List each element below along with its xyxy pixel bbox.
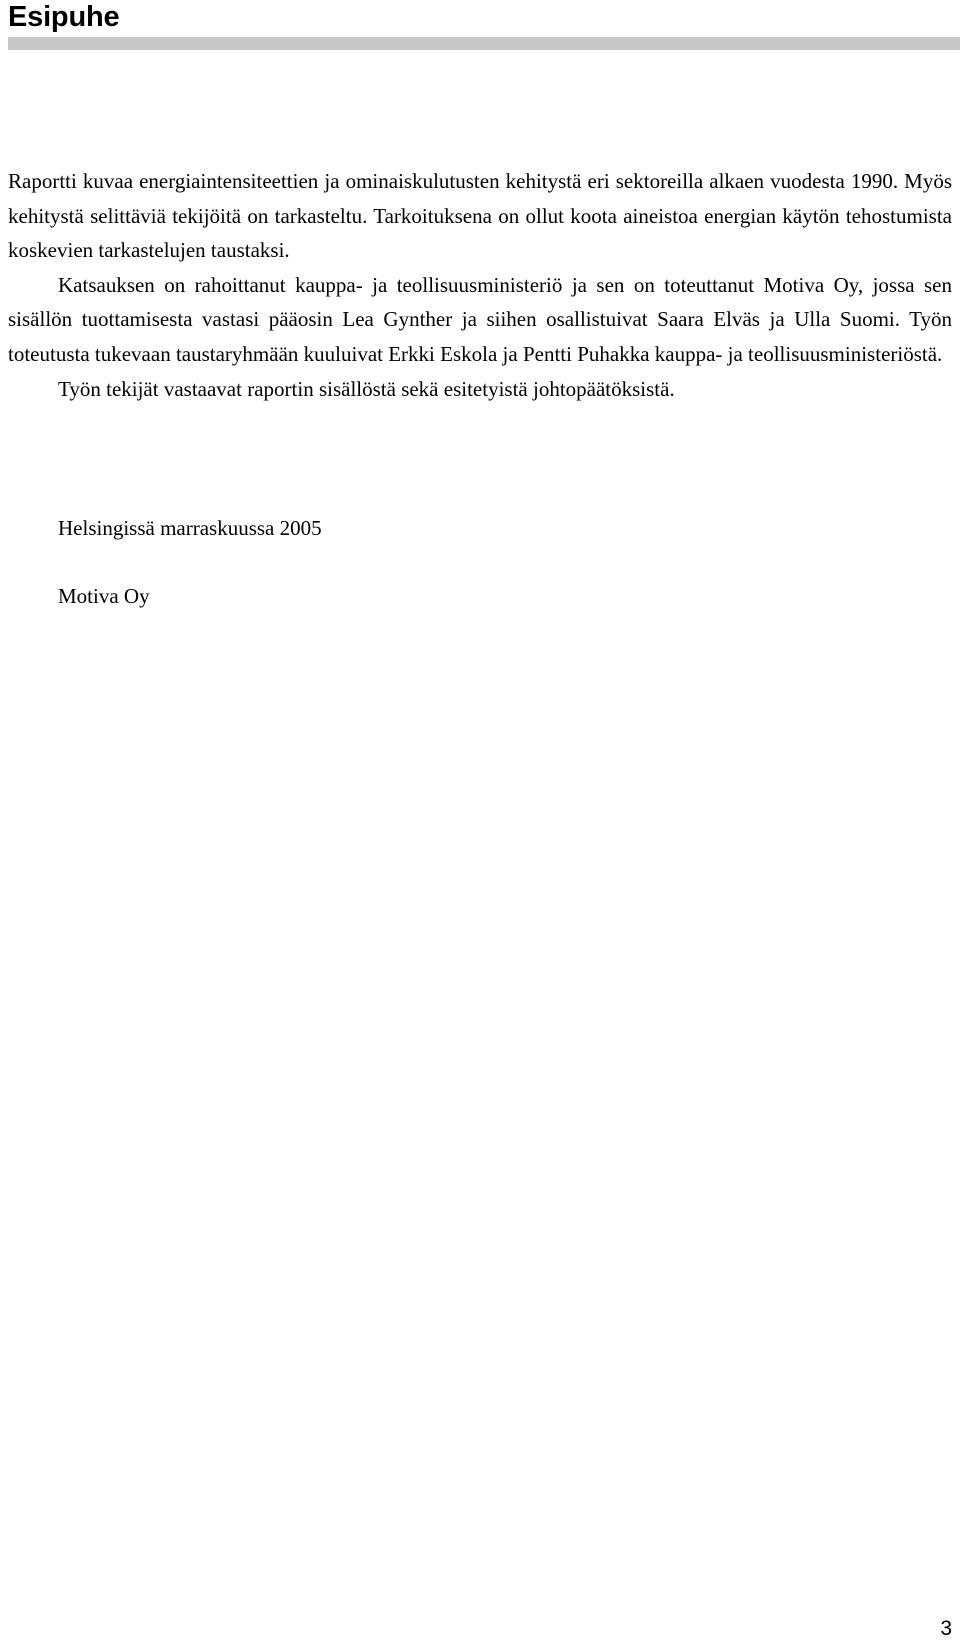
page-heading: Esipuhe xyxy=(8,1,120,33)
heading-rule xyxy=(8,37,960,50)
organization-signature: Motiva Oy xyxy=(58,584,150,608)
preface-body xyxy=(8,164,952,406)
page-number: 3 xyxy=(940,1617,952,1640)
place-date: Helsingissä marraskuussa 2005 xyxy=(58,516,322,540)
paragraph-purpose: Raportti kuvaa energiaintensiteettien ja ominaiskulutusten kehitystä eri sektoreilla alkaen vuodesta 1990. Myös kehitystä selittäviä tekijöitä on tarkasteltu. Tarkoituksena on ollut koota aineistoa energian käytön tehostumista koskevien tarkastelujen taustaksi. xyxy=(8,169,952,263)
paragraph-funding: Katsauksen on rahoittanut kauppa- ja teollisuusministeriö ja sen on toteuttanut Motiva Oy, jossa sen sisällön tuottamisesta vastasi pääosin Lea Gynther ja siihen osallistuivat Saara Elväs ja Ulla Suomi. Työn toteutusta tukevaan taustaryhmään kuuluivat Erkki Eskola ja Pentti Puhakka kauppa- ja teollisuusministeriöstä. xyxy=(8,272,952,366)
paragraph-responsibility: Työn tekijät vastaavat raportin sisällöstä sekä esitetyistä johtopäätöksistä. xyxy=(58,376,675,401)
